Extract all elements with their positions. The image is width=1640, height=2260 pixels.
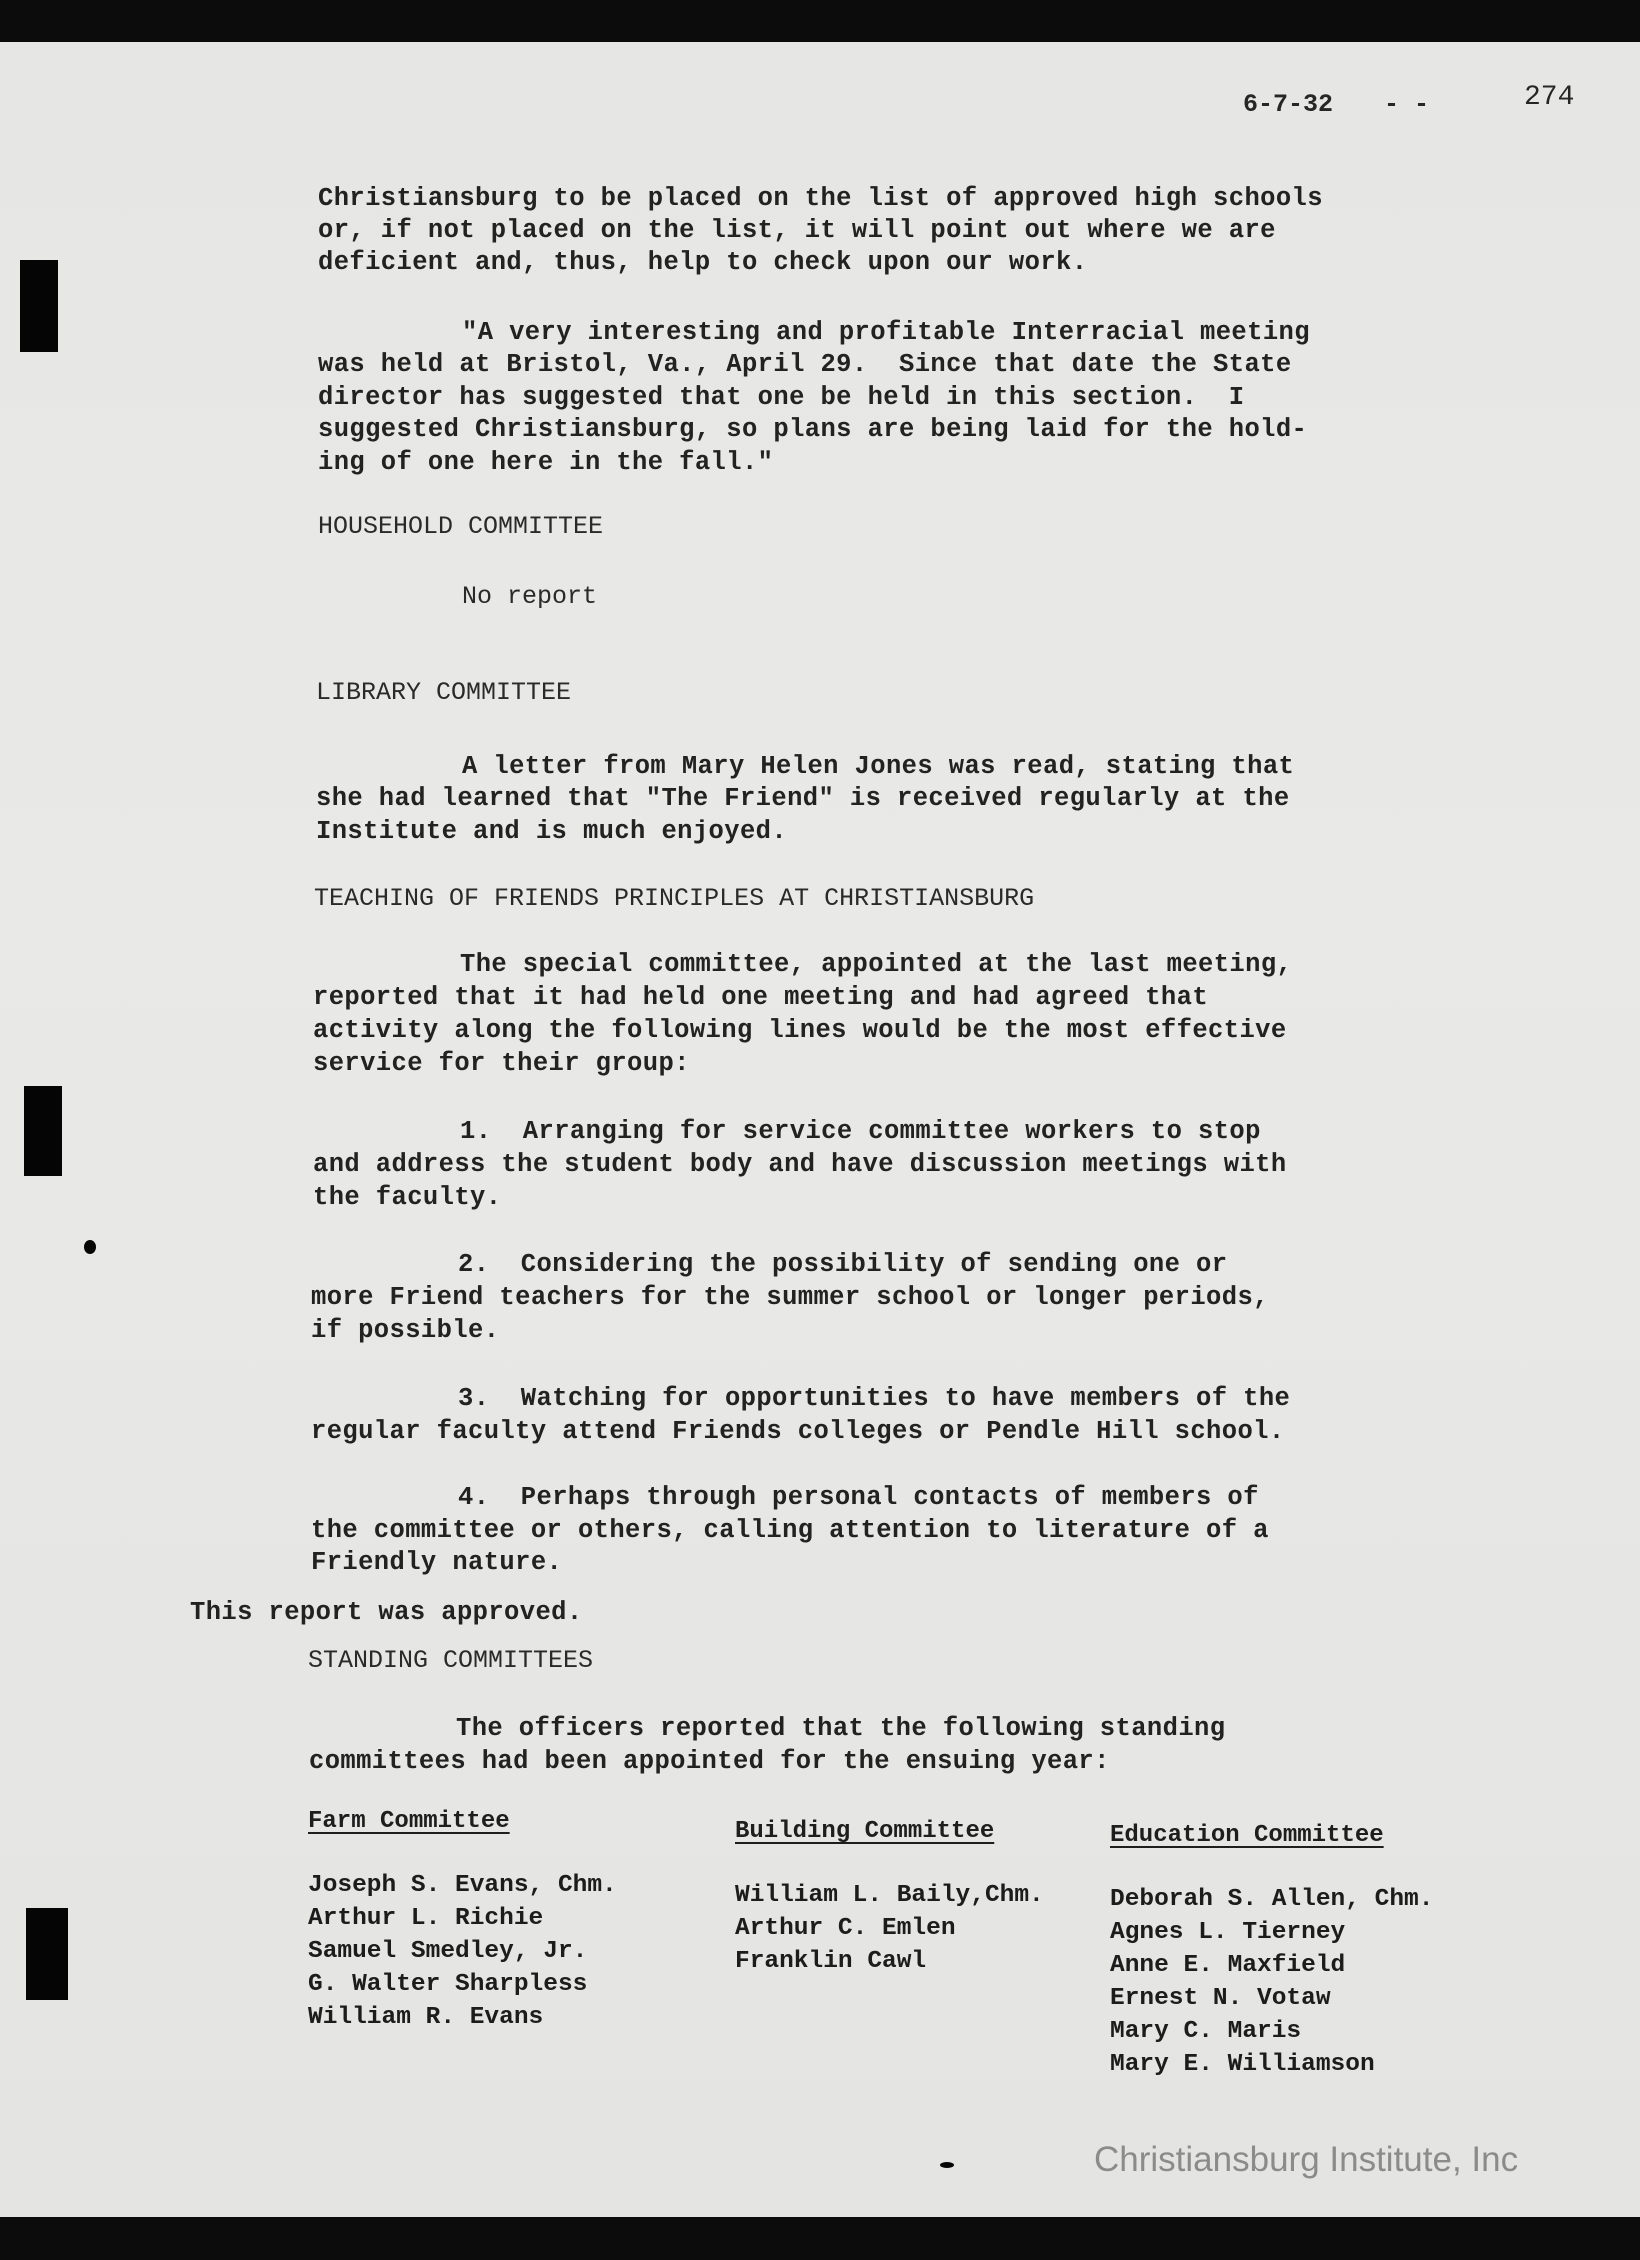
text-line: A letter from Mary Helen Jones was read, stating that <box>462 752 1295 781</box>
text-line: 3. Watching for opportunities to have members of the <box>458 1384 1291 1413</box>
committee-member: Samuel Smedley, Jr. <box>308 1938 588 1965</box>
header-date: 6-7-32 <box>1243 90 1334 119</box>
teaching-heading: TEACHING OF FRIENDS PRINCIPLES AT CHRISTIANSBURG <box>314 884 1035 913</box>
household-text: No report <box>462 582 598 611</box>
header-dash: - - <box>1384 90 1430 119</box>
punch-mark-bottom <box>26 1908 68 2000</box>
committee-member: Anne E. Maxfield <box>1110 1952 1346 1979</box>
text-line: reported that it had held one meeting and had agreed that <box>313 983 1209 1012</box>
text-line: 1. Arranging for service committee workers to stop <box>460 1117 1261 1146</box>
ink-speck <box>940 2162 954 2168</box>
text-line: the committee or others, calling attention to literature of a <box>311 1516 1269 1545</box>
text-line: activity along the following lines would be the most effective <box>313 1016 1287 1045</box>
text-line: ing of one here in the fall." <box>318 448 774 477</box>
document-page <box>0 42 1640 2217</box>
committee-member: Franklin Cawl <box>735 1948 927 1975</box>
approved-text: This report was approved. <box>190 1598 583 1627</box>
text-line: suggested Christiansburg, so plans are being laid for the hold- <box>318 415 1308 444</box>
text-line: or, if not placed on the list, it will point out where we are <box>318 216 1276 245</box>
text-line: The officers reported that the following standing <box>456 1714 1226 1743</box>
committee-member: Arthur L. Richie <box>308 1905 544 1932</box>
text-line: regular faculty attend Friends colleges or Pendle Hill school. <box>311 1417 1285 1446</box>
punch-mark-middle <box>24 1086 62 1176</box>
committee-member: Deborah S. Allen, Chm. <box>1110 1886 1434 1913</box>
committee-member: William L. Baily,Chm. <box>735 1882 1044 1909</box>
text-line: service for their group: <box>313 1049 690 1078</box>
text-line: Christiansburg to be placed on the list of approved high schools <box>318 184 1323 213</box>
text-line: she had learned that "The Friend" is received regularly at the <box>316 784 1290 813</box>
text-line: director has suggested that one be held in this section. I <box>318 383 1245 412</box>
committee-member: Arthur C. Emlen <box>735 1915 956 1942</box>
text-line: 2. Considering the possibility of sending one or <box>458 1250 1228 1279</box>
building-committee-title: Building Committee <box>735 1818 995 1845</box>
standing-heading: STANDING COMMITTEES <box>308 1646 594 1675</box>
text-line: Institute and is much enjoyed. <box>316 817 788 846</box>
text-line: if possible. <box>311 1316 500 1345</box>
punch-mark-top <box>20 260 58 352</box>
text-line: deficient and, thus, help to check upon our work. <box>318 248 1088 277</box>
text-line: was held at Bristol, Va., April 29. Since that date the State <box>318 350 1292 379</box>
committee-member: Ernest N. Votaw <box>1110 1985 1331 2012</box>
farm-committee-title: Farm Committee <box>308 1808 510 1835</box>
education-committee-title: Education Committee <box>1110 1822 1384 1849</box>
committee-member: Mary C. Maris <box>1110 2018 1302 2045</box>
page-number: 274 <box>1524 82 1575 113</box>
text-line: 4. Perhaps through personal contacts of members of <box>458 1483 1259 1512</box>
watermark: Christiansburg Institute, Inc <box>1094 2140 1519 2179</box>
ink-speck <box>84 1240 96 1254</box>
text-line: "A very interesting and profitable Interracial meeting <box>462 318 1310 347</box>
text-line: Friendly nature. <box>311 1548 563 1577</box>
library-heading: LIBRARY COMMITTEE <box>316 678 572 707</box>
text-line: and address the student body and have discussion meetings with <box>313 1150 1287 1179</box>
committee-member: William R. Evans <box>308 2004 544 2031</box>
text-line: committees had been appointed for the ensuing year: <box>309 1747 1110 1776</box>
household-heading: HOUSEHOLD COMMITTEE <box>318 512 604 541</box>
committee-member: G. Walter Sharpless <box>308 1971 588 1998</box>
text-line: the faculty. <box>313 1183 502 1212</box>
committee-member: Agnes L. Tierney <box>1110 1919 1346 1946</box>
text-line: more Friend teachers for the summer school or longer periods, <box>311 1283 1269 1312</box>
text-line: The special committee, appointed at the last meeting, <box>460 950 1293 979</box>
committee-member: Joseph S. Evans, Chm. <box>308 1872 617 1899</box>
committee-member: Mary E. Williamson <box>1110 2051 1375 2078</box>
